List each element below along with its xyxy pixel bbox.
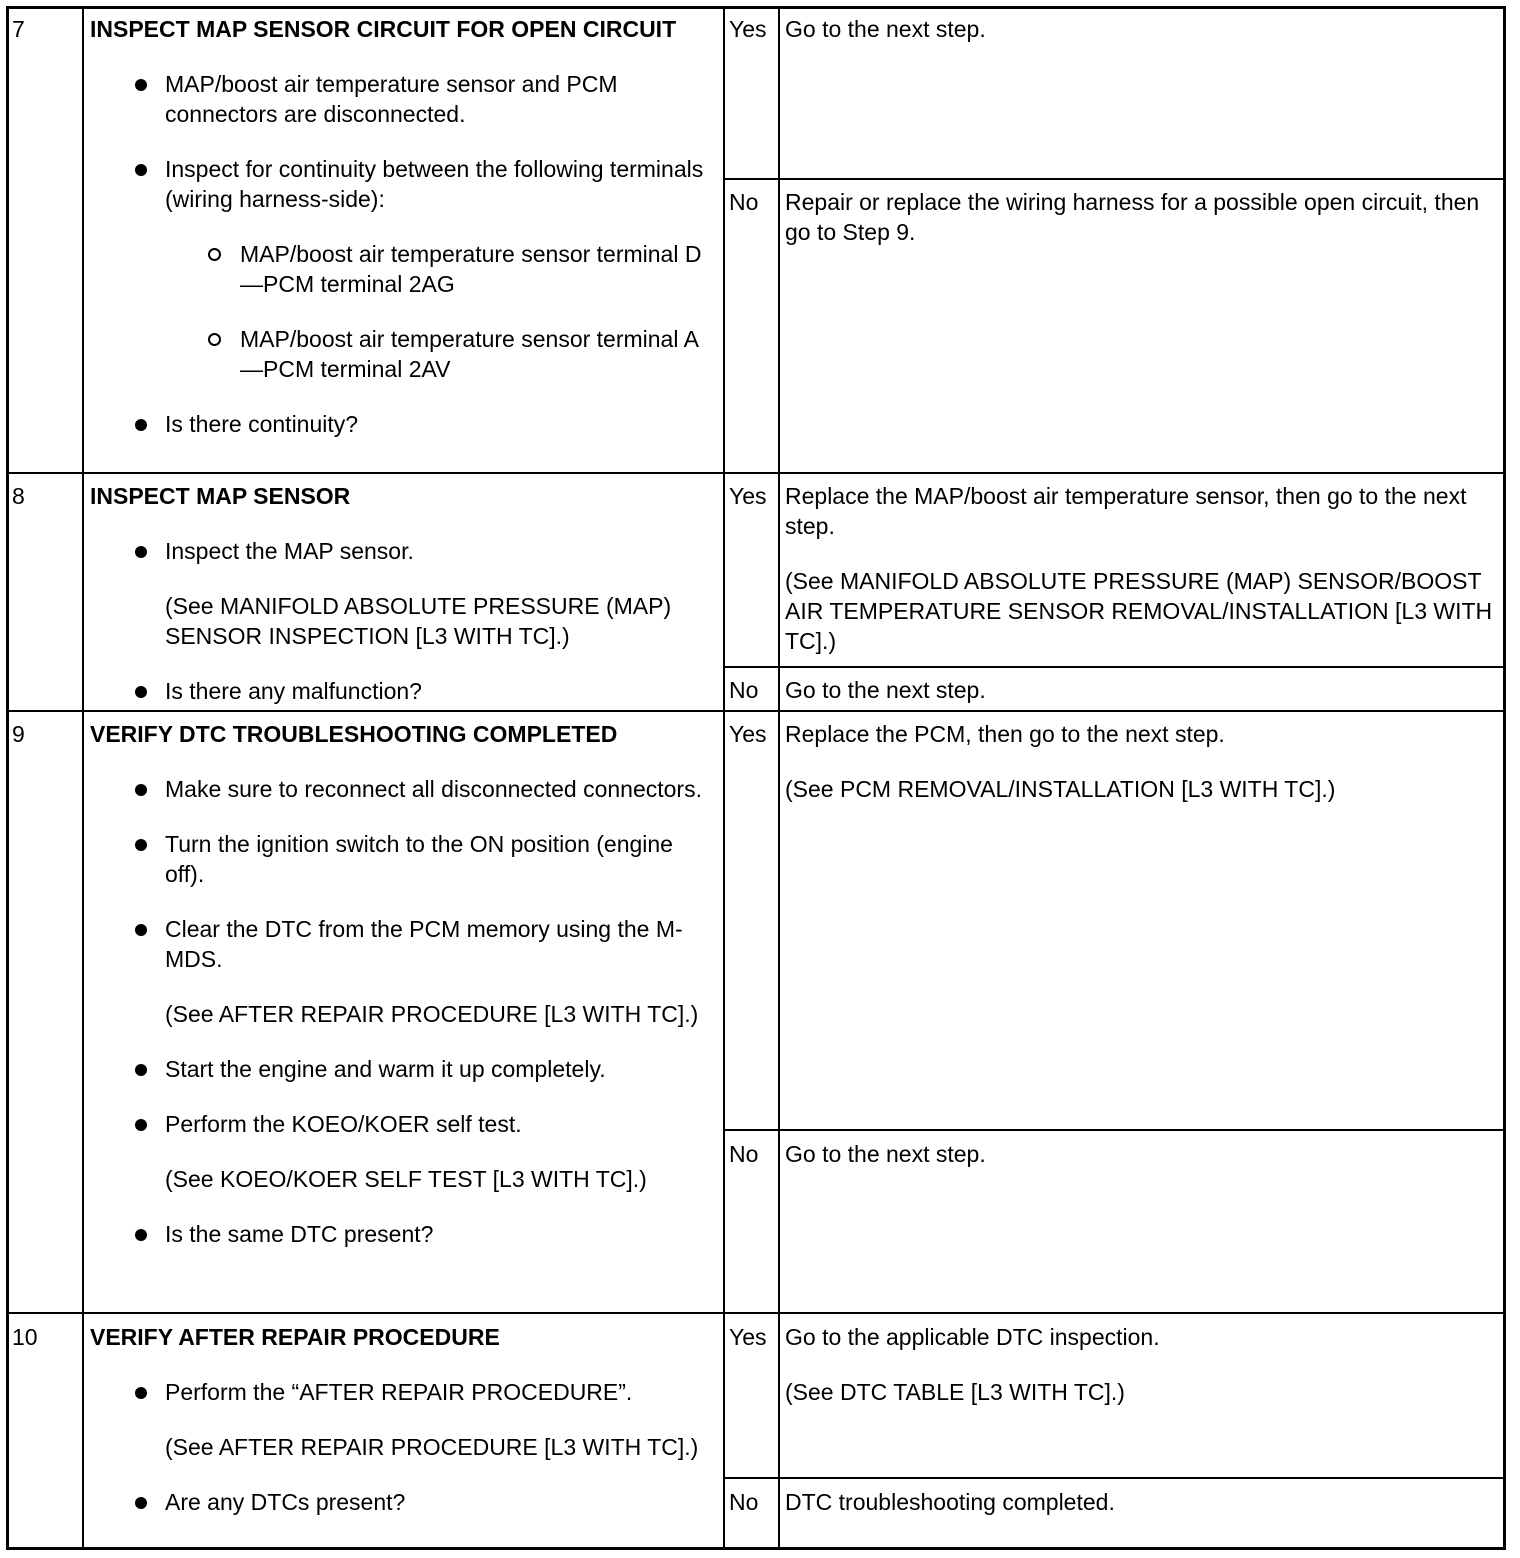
- row-divider: [9, 472, 1503, 474]
- no-action: [785, 1487, 1500, 1517]
- no-label: No: [729, 1489, 759, 1515]
- action-text: Go to the next step.: [785, 1141, 986, 1167]
- step-8-procedure: [90, 481, 710, 706]
- yes-no-divider: [723, 178, 1503, 180]
- step-number: 7: [12, 16, 25, 42]
- action-text: Go to the next step.: [785, 677, 986, 703]
- reference-note: (See DTC TABLE [L3 WITH TC].): [785, 1379, 1125, 1405]
- bullet-item: Clear the DTC from the PCM memory using the M-MDS.: [90, 914, 710, 974]
- reference-note: (See MANIFOLD ABSOLUTE PRESSURE (MAP) SENSOR INSPECTION [L3 WITH TC].): [165, 593, 672, 649]
- step-title: VERIFY DTC TROUBLESHOOTING COMPLETED: [90, 721, 618, 747]
- reference-note: (See AFTER REPAIR PROCEDURE [L3 WITH TC].): [165, 1434, 699, 1460]
- action-text: Replace the PCM, then go to the next step.: [785, 721, 1225, 747]
- bullet-item: MAP/boost air temperature sensor and PCM connectors are disconnected.: [90, 69, 710, 129]
- step-number: 8: [12, 483, 25, 509]
- bullet-item: Perform the “AFTER REPAIR PROCEDURE”.: [90, 1377, 710, 1407]
- question: Is there any malfunction?: [90, 676, 710, 706]
- yes-action: [785, 1322, 1500, 1407]
- no-label: No: [729, 189, 759, 215]
- reference-note: (See PCM REMOVAL/INSTALLATION [L3 WITH TC].): [785, 776, 1336, 802]
- column-divider: [82, 9, 84, 1547]
- bullet-item: Inspect the MAP sensor.: [90, 536, 710, 566]
- yes-no-divider: [723, 666, 1503, 668]
- bullet-item: Inspect for continuity between the following terminals (wiring harness-side):: [90, 154, 710, 214]
- yes-action: [785, 719, 1500, 804]
- question: Is the same DTC present?: [90, 1219, 710, 1249]
- step-number: 10: [12, 1324, 38, 1350]
- reference-note: (See KOEO/KOER SELF TEST [L3 WITH TC].): [165, 1166, 647, 1192]
- yes-label: Yes: [729, 483, 767, 509]
- troubleshooting-table: [6, 6, 1506, 1550]
- step-9-procedure: [90, 719, 710, 1249]
- yes-action: [785, 14, 1500, 44]
- row-divider: [9, 710, 1503, 712]
- no-label: No: [729, 1141, 759, 1167]
- step-7-procedure: [90, 14, 710, 439]
- action-text: Go to the applicable DTC inspection.: [785, 1324, 1160, 1350]
- action-text: Replace the MAP/boost air temperature sensor, then go to the next step.: [785, 483, 1467, 539]
- reference-note: (See MANIFOLD ABSOLUTE PRESSURE (MAP) SENSOR/BOOST AIR TEMPERATURE SENSOR REMOVAL/INSTALLATION [L3 WITH TC].): [785, 568, 1493, 654]
- question: Is there continuity?: [90, 409, 710, 439]
- yes-no-divider: [723, 1129, 1503, 1131]
- no-action: [785, 1139, 1500, 1169]
- no-action: [785, 187, 1500, 247]
- question: Are any DTCs present?: [90, 1487, 710, 1517]
- sub-bullet-item: MAP/boost air temperature sensor terminal A—PCM terminal 2AV: [90, 324, 710, 384]
- bullet-item: Turn the ignition switch to the ON position (engine off).: [90, 829, 710, 889]
- step-number: 9: [12, 721, 25, 747]
- yes-label: Yes: [729, 721, 767, 747]
- bullet-item: Make sure to reconnect all disconnected connectors.: [90, 774, 710, 804]
- yes-label: Yes: [729, 1324, 767, 1350]
- yes-label: Yes: [729, 16, 767, 42]
- step-title: VERIFY AFTER REPAIR PROCEDURE: [90, 1324, 500, 1350]
- no-action: [785, 675, 1500, 705]
- step-title: INSPECT MAP SENSOR CIRCUIT FOR OPEN CIRCUIT: [90, 16, 677, 42]
- bullet-item: Perform the KOEO/KOER self test.: [90, 1109, 710, 1139]
- row-divider: [9, 1312, 1503, 1314]
- bullet-item: Start the engine and warm it up completely.: [90, 1054, 710, 1084]
- step-10-procedure: [90, 1322, 710, 1517]
- column-divider: [778, 9, 780, 1547]
- action-text: Go to the next step.: [785, 16, 986, 42]
- yes-action: [785, 481, 1500, 656]
- sub-bullet-item: MAP/boost air temperature sensor terminal D—PCM terminal 2AG: [90, 239, 710, 299]
- column-divider: [723, 9, 725, 1547]
- step-title: INSPECT MAP SENSOR: [90, 483, 351, 509]
- yes-no-divider: [723, 1477, 1503, 1479]
- no-label: No: [729, 677, 759, 703]
- action-text: Repair or replace the wiring harness for a possible open circuit, then go to Step 9.: [785, 189, 1480, 245]
- reference-note: (See AFTER REPAIR PROCEDURE [L3 WITH TC].): [165, 1001, 699, 1027]
- action-text: DTC troubleshooting completed.: [785, 1489, 1115, 1515]
